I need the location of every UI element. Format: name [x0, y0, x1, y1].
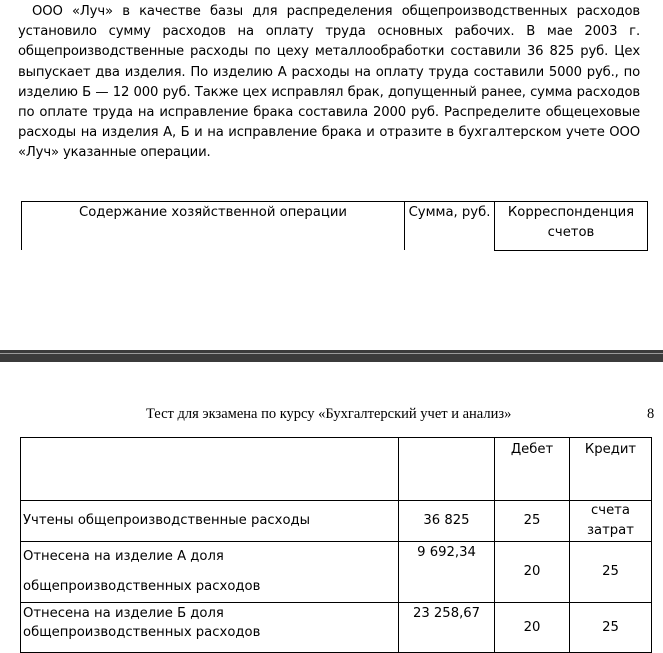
- cell-amount: 23 258,67: [399, 603, 495, 653]
- col-correspondence-header: Корреспонденция счетов: [495, 202, 648, 251]
- cell-operation: Отнесена на изделие Б доля общепроизводственных расходов: [21, 603, 399, 653]
- page-number: 8: [647, 406, 655, 422]
- cell-debit: 20: [495, 542, 570, 603]
- page-break: [0, 350, 663, 362]
- cell-empty: [399, 438, 495, 501]
- table-subheader-row: [21, 438, 652, 501]
- cell-credit: 25: [570, 603, 652, 653]
- col-credit-header: Кредит: [570, 438, 652, 501]
- table-row: [21, 501, 652, 542]
- cell-empty: [21, 438, 399, 501]
- page-break-line: [0, 353, 663, 354]
- col-operation-header: Содержание хозяйственной операции: [22, 202, 405, 251]
- cell-operation: Отнесена на изделие А доля общепроизводственных расходов: [21, 542, 399, 603]
- cell-amount: 9 692,34: [399, 542, 495, 603]
- operations-table: [20, 437, 652, 653]
- col-debit-header: Дебет: [495, 438, 570, 501]
- cell-debit: 20: [495, 603, 570, 653]
- table-row: [21, 603, 652, 653]
- table-row: [21, 542, 652, 603]
- cell-operation: Учтены общепроизводственные расходы: [21, 501, 399, 542]
- page-header-title: Тест для экзамена по курсу «Бухгалтерский учет и анализ»: [146, 406, 512, 422]
- operations-table-header: [21, 201, 648, 251]
- cell-debit: 25: [495, 501, 570, 542]
- cell-amount: 36 825: [399, 501, 495, 542]
- task-text: ООО «Луч» в качестве базы для распределения общепроизводственных расходов установило сумму расходов на оплату труда основных рабочих. В мае 2003 г. общепроизводственные расходы по цеху металлообработки составили 36 825 руб. Цех выпускает два изделия. По изделию А расходы на оплату труда составили 5000 руб., по изделию Б — 12 000 руб. Также цех исправлял брак, допущенный ранее, сумма расходов по оплате труда на исправление брака составила 2000 руб. Распределите общецеховые расходы на изделия А, Б и на исправление брака и отразите в бухгалтерском учете ООО «Луч» указанные операции.: [18, 4, 640, 161]
- col-amount-header: Сумма, руб.: [405, 202, 495, 251]
- cell-credit: 25: [570, 542, 652, 603]
- cell-credit: счета затрат: [570, 501, 652, 542]
